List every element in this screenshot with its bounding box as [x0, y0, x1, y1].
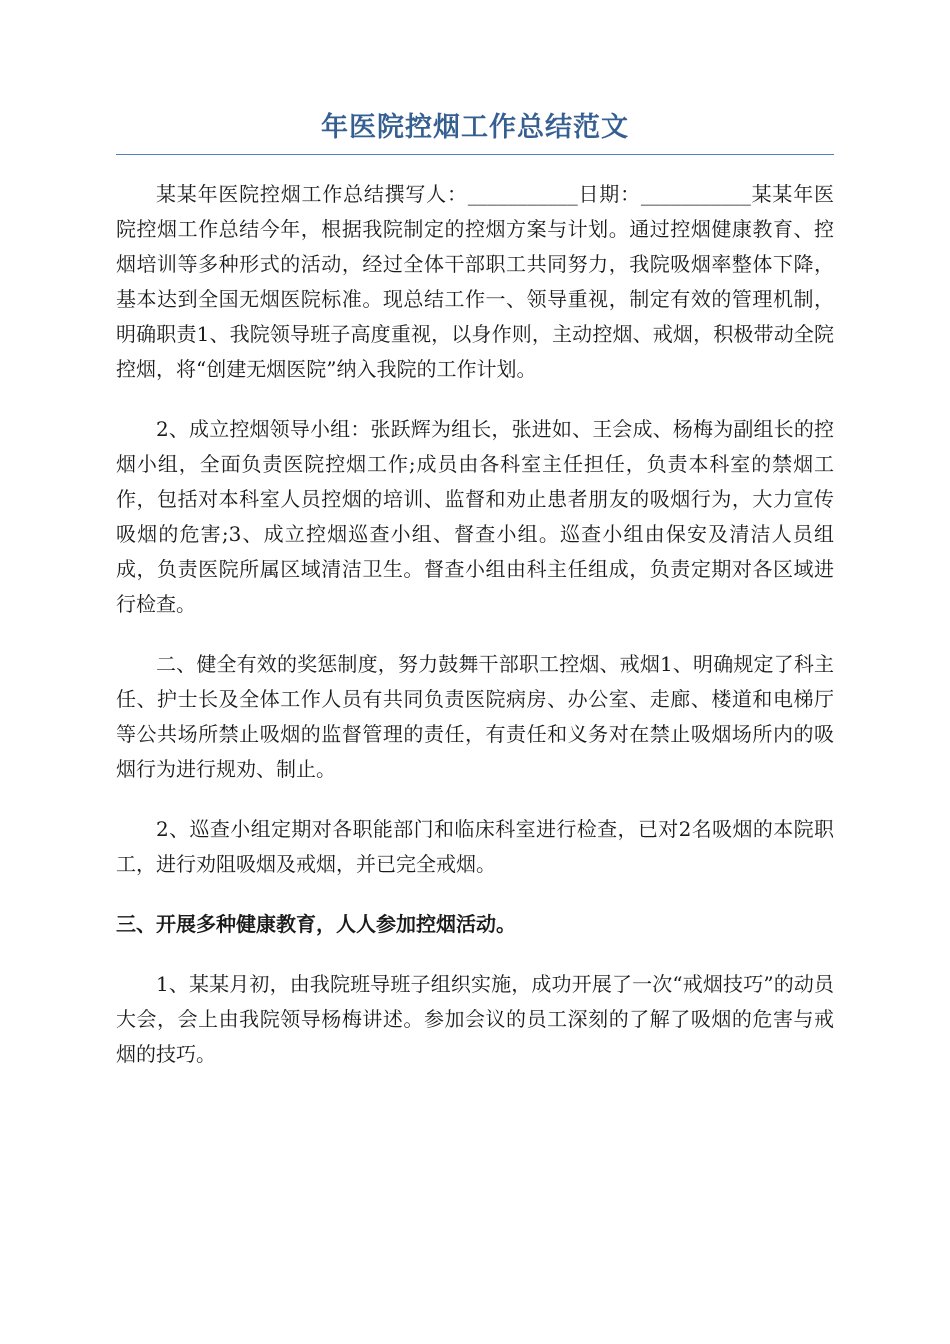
- paragraph-leadership-group: 2、成立控烟领导小组：张跃辉为组长，张进如、王会成、杨梅为副组长的控烟小组，全面负责医院控烟工作;成员由各科室主任担任，负责本科室的禁烟工作，包括对本科室人员控烟的培训、监督和劝止患者朋友的吸烟行为，大力宣传吸烟的危害;3、成立控烟巡查小组、督查小组。巡查小组由保安及清洁人员组成，负责医院所属区域清洁卫生。督查小组由科主任组成，负责定期对各区域进行检查。: [116, 417, 834, 616]
- document-body: [116, 177, 834, 1072]
- document-title: 年医院控烟工作总结范文: [116, 108, 834, 155]
- document-page: [116, 108, 834, 1097]
- paragraph-reward-system: 二、健全有效的奖惩制度，努力鼓舞干部职工控烟、戒烟1、明确规定了科主任、护士长及全体工作人员有共同负责医院病房、办公室、走廊、楼道和电梯厅等公共场所禁止吸烟的监督管理的责任，有责任和义务对在禁止吸烟场所内的吸烟行为进行规劝、制止。: [116, 652, 834, 781]
- paragraph-intro: 某某年医院控烟工作总结撰写人：___________日期：___________某某年医院控烟工作总结今年，根据我院制定的控烟方案与计划。通过控烟健康教育、控烟培训等多种形式的活动，经过全体干部职工共同努力，我院吸烟率整体下降，基本达到全国无烟医院标准。现总结工作一、领导重视，制定有效的管理机制，明确职责1、我院领导班子高度重视，以身作则，主动控烟、戒烟，积极带动全院控烟，将“创建无烟医院”纳入我院的工作计划。: [116, 182, 834, 381]
- section-heading: 三、开展多种健康教育，人人参加控烟活动。: [116, 912, 516, 936]
- paragraph-education: 1、某某月初，由我院班导班子组织实施，成功开展了一次“戒烟技巧”的动员大会，会上由我院领导杨梅讲述。参加会议的员工深刻的了解了吸烟的危害与戒烟的技巧。: [116, 972, 834, 1066]
- paragraph-inspection: 2、巡查小组定期对各职能部门和临床科室进行检查，已对2名吸烟的本院职工，进行劝阻吸烟及戒烟，并已完全戒烟。: [116, 817, 834, 876]
